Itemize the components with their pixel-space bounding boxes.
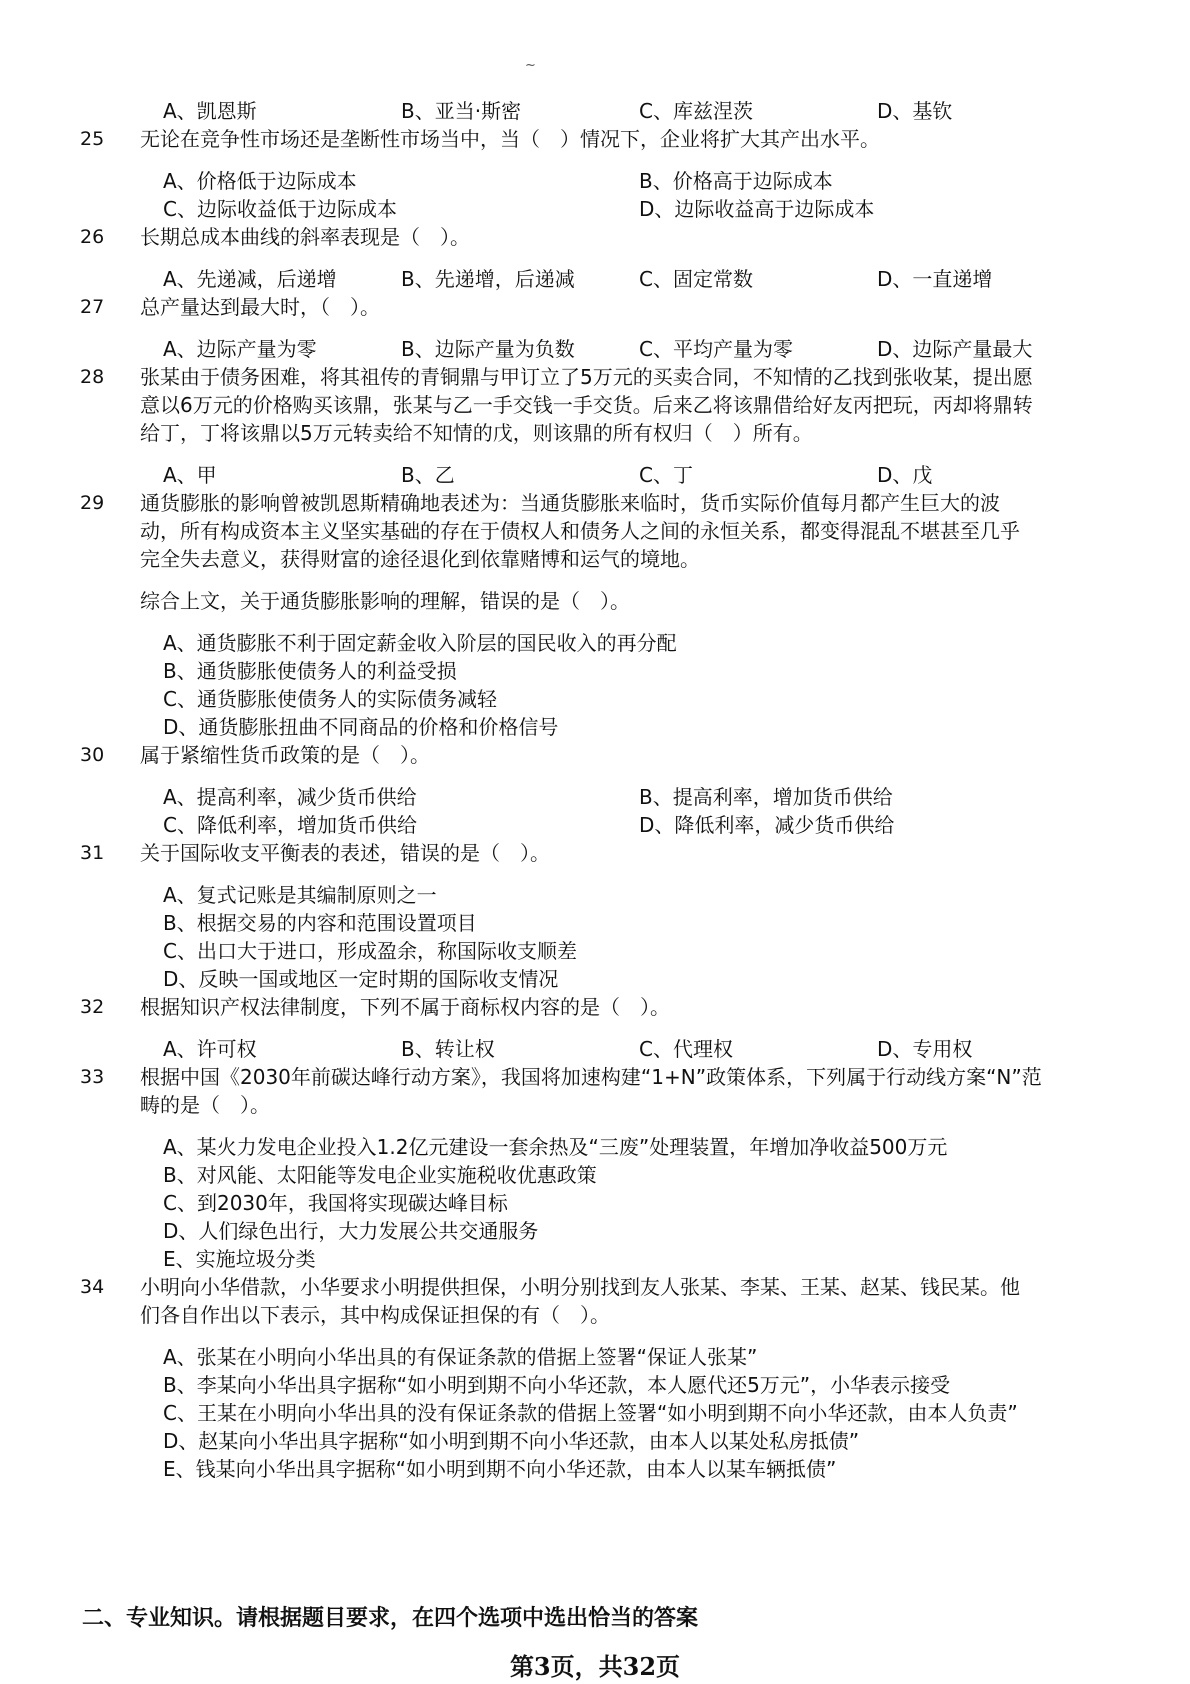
question-stem: 属于紧缩性货币政策的是（ ）。 (140, 743, 430, 767)
option-d: D、边际产量最大 (877, 337, 1033, 361)
option-d: D、通货膨胀扭曲不同商品的价格和价格信号 (163, 715, 559, 739)
question-stem-line: 给丁，丁将该鼎以5万元转卖给不知情的戊，则该鼎的所有权归（ ）所有。 (140, 421, 813, 445)
option-c: C、到2030年，我国将实现碳达峰目标 (163, 1191, 508, 1215)
option-c: C、降低利率，增加货币供给 (163, 813, 417, 837)
question-number: 26 (80, 226, 105, 248)
option-a: A、先递减，后递增 (163, 267, 337, 291)
option-a: A、张某在小明向小华出具的有保证条款的借据上签署“保证人张某” (163, 1345, 758, 1369)
question-number: 33 (80, 1066, 105, 1088)
question-stem: 无论在竞争性市场还是垄断性市场当中，当（ ）情况下，企业将扩大其产出水平。 (140, 127, 880, 151)
option-b: B、通货膨胀使债务人的利益受损 (163, 659, 457, 683)
question-stem: 长期总成本曲线的斜率表现是（ ）。 (140, 225, 470, 249)
option-d: D、戊 (877, 463, 933, 487)
option-a: A、甲 (163, 463, 217, 487)
question-stem-line: 们各自作出以下表示，其中构成保证担保的有（ ）。 (140, 1303, 610, 1327)
option-a: A、许可权 (163, 1037, 257, 1061)
option-e: E、钱某向小华出具字据称“如小明到期不向小华还款，由本人以某车辆抵债” (163, 1457, 837, 1481)
option-b: B、亚当·斯密 (401, 99, 522, 123)
page-footer: 第3页，共32页 (509, 1652, 681, 1681)
question-number: 28 (80, 366, 105, 388)
option-d: D、降低利率，减少货币供给 (639, 813, 895, 837)
question-stem-line: 根据中国《2030年前碳达峰行动方案》，我国将加速构建“1+N”政策体系，下列属于行动线方案“N”范 (140, 1065, 1042, 1089)
question-stem: 总产量达到最大时，（ ）。 (140, 295, 380, 319)
question-stem-line: 意以6万元的价格购买该鼎，张某与乙一手交钱一手交货。后来乙将该鼎借给好友丙把玩，丙却将鼎转 (140, 393, 1033, 417)
option-b: B、李某向小华出具字据称“如小明到期不向小华还款，本人愿代还5万元”，小华表示接受 (163, 1373, 951, 1397)
option-d: D、一直递增 (877, 267, 993, 291)
question-number: 31 (80, 842, 105, 864)
question-stem: 关于国际收支平衡表的表述，错误的是（ ）。 (140, 841, 550, 865)
question-number: 27 (80, 296, 105, 318)
option-b: B、对风能、太阳能等发电企业实施税收优惠政策 (163, 1163, 597, 1187)
question-number: 25 (80, 128, 105, 150)
option-a: A、某火力发电企业投入1.2亿元建设一套余热及“三废”处理装置，年增加净收益500万元 (163, 1135, 948, 1159)
option-e: E、实施垃圾分类 (163, 1247, 316, 1271)
option-d: D、人们绿色出行，大力发展公共交通服务 (163, 1219, 539, 1243)
option-b: B、先递增，后递减 (401, 267, 575, 291)
option-c: C、代理权 (639, 1037, 733, 1061)
option-c: C、王某在小明向小华出具的没有保证条款的借据上签署“如小明到期不向小华还款，由本人负责” (163, 1401, 1018, 1425)
option-d: D、反映一国或地区一定时期的国际收支情况 (163, 967, 559, 991)
question-stem-line: 通货膨胀的影响曾被凯恩斯精确地表述为：当通货膨胀来临时，货币实际价值每月都产生巨大的波 (140, 491, 1000, 515)
option-d: D、边际收益高于边际成本 (639, 197, 875, 221)
option-c: C、丁 (639, 463, 693, 487)
question-stem: 根据知识产权法律制度，下列不属于商标权内容的是（ ）。 (140, 995, 670, 1019)
question-stem-line: 畴的是（ ）。 (140, 1093, 270, 1117)
option-c: C、平均产量为零 (639, 337, 793, 361)
question-subprompt: 综合上文，关于通货膨胀影响的理解，错误的是（ ）。 (140, 589, 630, 613)
option-b: B、根据交易的内容和范围设置项目 (163, 911, 477, 935)
option-a: A、提高利率，减少货币供给 (163, 785, 417, 809)
option-b: B、乙 (401, 463, 455, 487)
question-number: 30 (80, 744, 105, 766)
option-c: C、固定常数 (639, 267, 753, 291)
question-number: 29 (80, 492, 105, 514)
header-mark: ~ (525, 58, 536, 73)
question-stem-line: 小明向小华借款，小华要求小明提供担保，小明分别找到友人张某、李某、王某、赵某、钱民某。他 (140, 1275, 1020, 1299)
option-d: D、专用权 (877, 1037, 973, 1061)
option-a: A、价格低于边际成本 (163, 169, 357, 193)
question-stem-line: 完全失去意义，获得财富的途径退化到依靠赌博和运气的境地。 (140, 547, 700, 571)
option-c: C、出口大于进口，形成盈余，称国际收支顺差 (163, 939, 577, 963)
option-b: B、价格高于边际成本 (639, 169, 833, 193)
section-heading: 二、专业知识。请根据题目要求，在四个选项中选出恰当的答案 (82, 1606, 699, 1631)
question-number: 34 (80, 1276, 105, 1298)
question-stem-line: 动，所有构成资本主义坚实基础的存在于债权人和债务人之间的永恒关系，都变得混乱不堪甚至几乎 (140, 519, 1020, 543)
option-b: B、转让权 (401, 1037, 495, 1061)
question-number: 32 (80, 996, 105, 1018)
option-a: A、边际产量为零 (163, 337, 317, 361)
option-d: D、基钦 (877, 99, 953, 123)
option-c: C、通货膨胀使债务人的实际债务减轻 (163, 687, 497, 711)
option-b: B、边际产量为负数 (401, 337, 575, 361)
option-d: D、赵某向小华出具字据称“如小明到期不向小华还款，由本人以某处私房抵债” (163, 1429, 860, 1453)
question-stem-line: 张某由于债务困难，将其祖传的青铜鼎与甲订立了5万元的买卖合同，不知情的乙找到张收某，提出愿 (140, 365, 1033, 389)
option-a: A、复式记账是其编制原则之一 (163, 883, 437, 907)
option-c: C、库兹涅茨 (639, 99, 753, 123)
option-b: B、提高利率，增加货币供给 (639, 785, 893, 809)
option-c: C、边际收益低于边际成本 (163, 197, 397, 221)
option-a: A、通货膨胀不利于固定薪金收入阶层的国民收入的再分配 (163, 631, 677, 655)
option-a: A、凯恩斯 (163, 99, 257, 123)
